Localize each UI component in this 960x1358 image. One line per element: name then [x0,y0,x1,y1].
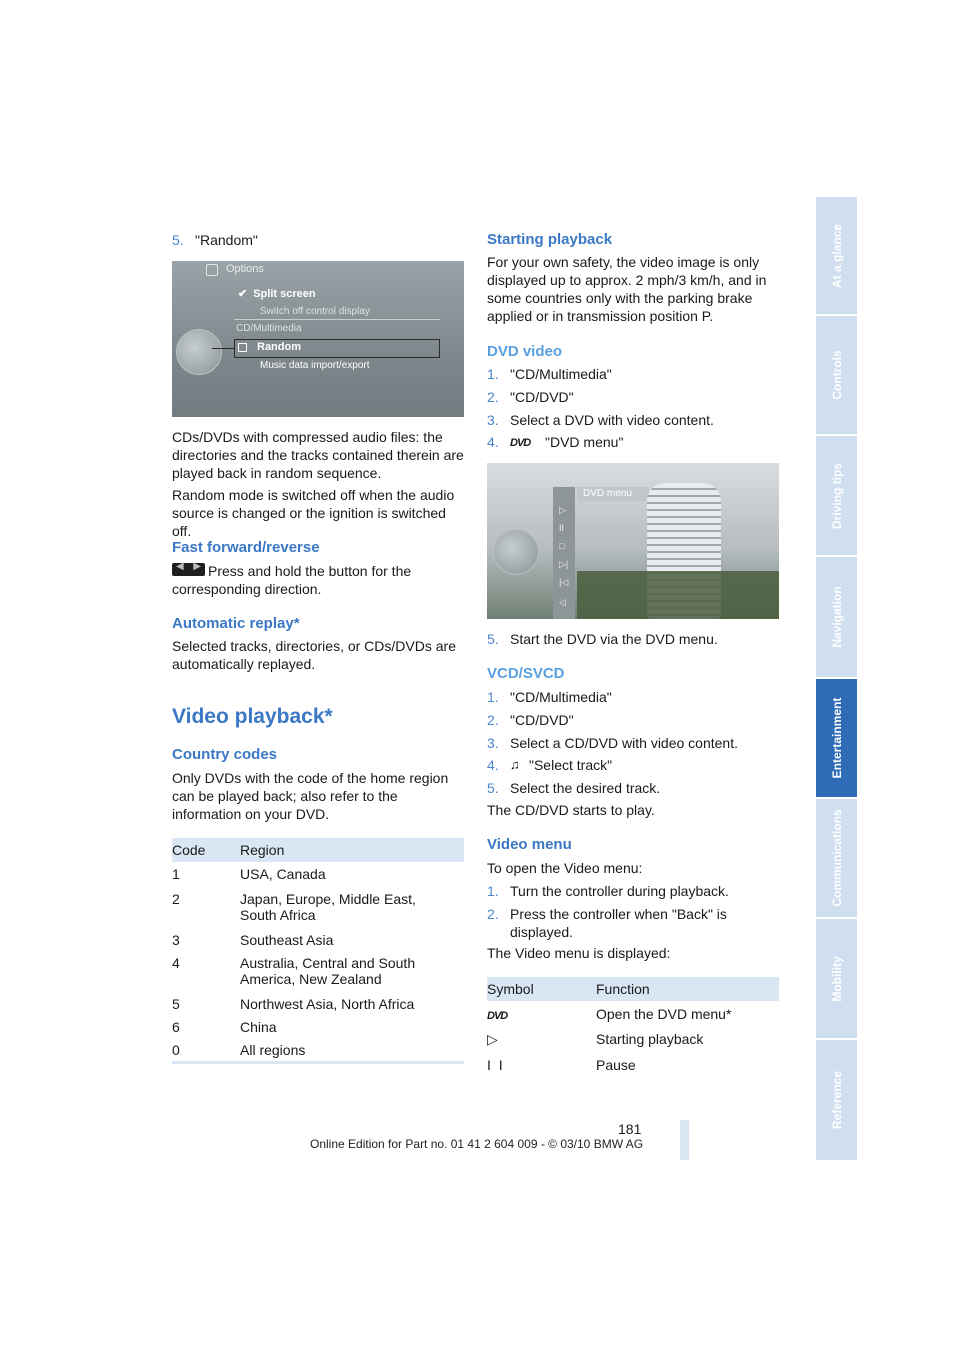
heading-automatic-replay: Automatic replay* [172,615,300,632]
fast-forward-text: Press and hold the button for the corresponding direction. [172,563,412,597]
col-symbol: Symbol [487,977,596,1001]
dvd-step-3: 3. Select a DVD with video content. [487,412,714,428]
pause-icon: II [559,523,565,533]
random-description: CDs/DVDs with compressed audio files: the directories and the tracks contained therein are played back in random sequence. [172,429,464,481]
symbol-table [487,977,779,1079]
play-icon: ▷ [559,505,566,515]
country-codes-text: Only DVDs with the code of the home region can be played back; also refer to the information on your DVD. [172,770,449,822]
table-row: I I Pause [487,1057,636,1073]
vcd-step-3: 3. Select a CD/DVD with video content. [487,735,738,751]
dvd-step-5: 5. Start the DVD via the DVD menu. [487,631,718,647]
tab-controls[interactable]: Controls [816,316,857,436]
table-header-row [487,977,779,1001]
step-random [172,231,462,249]
checkbox-icon [238,343,247,352]
menu-section-cd-multimedia: CD/Multimedia [236,323,302,334]
footer-bar [680,1120,689,1160]
track-icon: ♫ [510,757,520,772]
heading-vcd-svcd: VCD/SVCD [487,665,565,682]
previous-icon: |◁ [559,577,569,587]
dvd-step-2: 2. "CD/DVD" [487,389,574,405]
automatic-replay-text: Selected tracks, directories, or CDs/DVDs are automatically replayed. [172,638,456,672]
heading-starting-playback: Starting playback [487,231,613,248]
back-icon: ◁ [559,597,566,607]
menu-item-switch-off: Switch off control display [260,306,370,317]
heading-fast-forward: Fast forward/reverse [172,539,320,556]
menu-item-split-screen: ✔ Split screen [238,288,316,300]
controller-knob [493,529,539,575]
table-bottom-rule [172,1061,464,1064]
table-row: DVD Open the DVD menu* [487,1006,732,1022]
table-row: ▷ Starting playback [487,1031,704,1047]
options-screen-image [172,261,464,417]
section-sidebar [816,197,857,1160]
table-row: 4 Australia, Central and South America, New Zealand [172,955,416,987]
dvd-logo-icon: DVD [487,1010,508,1022]
dvd-menu-screen-image [487,463,779,619]
heading-video-playback: Video playback* [172,705,333,728]
options-title: Options [226,263,264,275]
tab-navigation[interactable]: Navigation [816,557,857,679]
table-row: 6 China [172,1019,277,1035]
checkmark-icon: ✔ [238,288,248,300]
table-header-row [172,838,464,862]
random-off-description: Random mode is switched off when the audio source is changed or the ignition is switched off. [172,487,455,539]
table-row: 5 Northwest Asia, North Africa [172,996,415,1012]
vcd-step-2: 2. "CD/DVD" [487,712,574,728]
controller-knob [176,329,222,375]
foliage [577,571,779,619]
table-row: 3 Southeast Asia [172,932,334,948]
vmenu-step-2: 2. Press the controller when "Back" is displayed. [487,906,727,940]
heading-country-codes: Country codes [172,746,278,763]
tab-mobility[interactable]: Mobility [816,919,857,1040]
dvd-step-4: 4. DVD "DVD menu" [487,434,624,450]
vmenu-step-1: 1. Turn the controller during playback. [487,883,729,899]
step-number: 5. [172,232,184,248]
col-code: Code [172,838,240,862]
table-row: 1 USA, Canada [172,866,326,882]
video-menu-displayed: The Video menu is displayed: [487,945,671,961]
starting-playback-text: For your own safety, the video image is only displayed up to approx. 2 mph/3 km/h, and in some countries only with the parking brake applied or in transmission position P. [487,254,767,324]
table-row: 0 All regions [172,1042,306,1058]
country-code-table [172,838,464,1060]
dvd-step-1: 1. "CD/Multimedia" [487,366,612,382]
play-icon: ▷ [487,1031,498,1047]
dvd-logo-icon: DVD [510,437,531,449]
pause-icon: I I [487,1057,505,1073]
divider [234,319,440,320]
table-row: 2 Japan, Europe, Middle East, South Africa [172,891,416,923]
menu-item-random: Random [238,341,301,353]
seek-button-icon: ◀ ▶ [172,563,205,576]
tab-driving-tips[interactable]: Driving tips [816,436,857,557]
vcd-step-1: 1. "CD/Multimedia" [487,689,612,705]
menu-item-music-import: Music data import/export [260,360,370,371]
tab-reference[interactable]: Reference [816,1040,857,1162]
tab-at-a-glance[interactable]: At a glance [816,197,857,316]
video-menu-intro: To open the Video menu: [487,860,643,876]
vcd-starts-text: The CD/DVD starts to play. [487,802,655,818]
vcd-step-5: 5. Select the desired track. [487,780,661,796]
step-text: "Random" [195,232,258,248]
vcd-step-4: 4. ♫ "Select track" [487,757,613,773]
options-icon [206,264,218,276]
col-region: Region [240,838,464,862]
next-icon: ▷| [559,559,569,569]
heading-dvd-video: DVD video [487,343,563,360]
tab-entertainment[interactable]: Entertainment [816,679,857,799]
footer-edition: Online Edition for Part no. 01 41 2 604 009 - © 03/10 BMW AG [310,1137,644,1151]
heading-video-menu: Video menu [487,836,572,853]
col-function: Function [596,977,779,1001]
selection-pointer-line [212,348,234,349]
stop-icon: □ [559,541,565,551]
dvd-menu-label: DVD menu [583,488,632,499]
tab-communications[interactable]: Communications [816,799,857,919]
page-number: 181 [618,1121,642,1137]
